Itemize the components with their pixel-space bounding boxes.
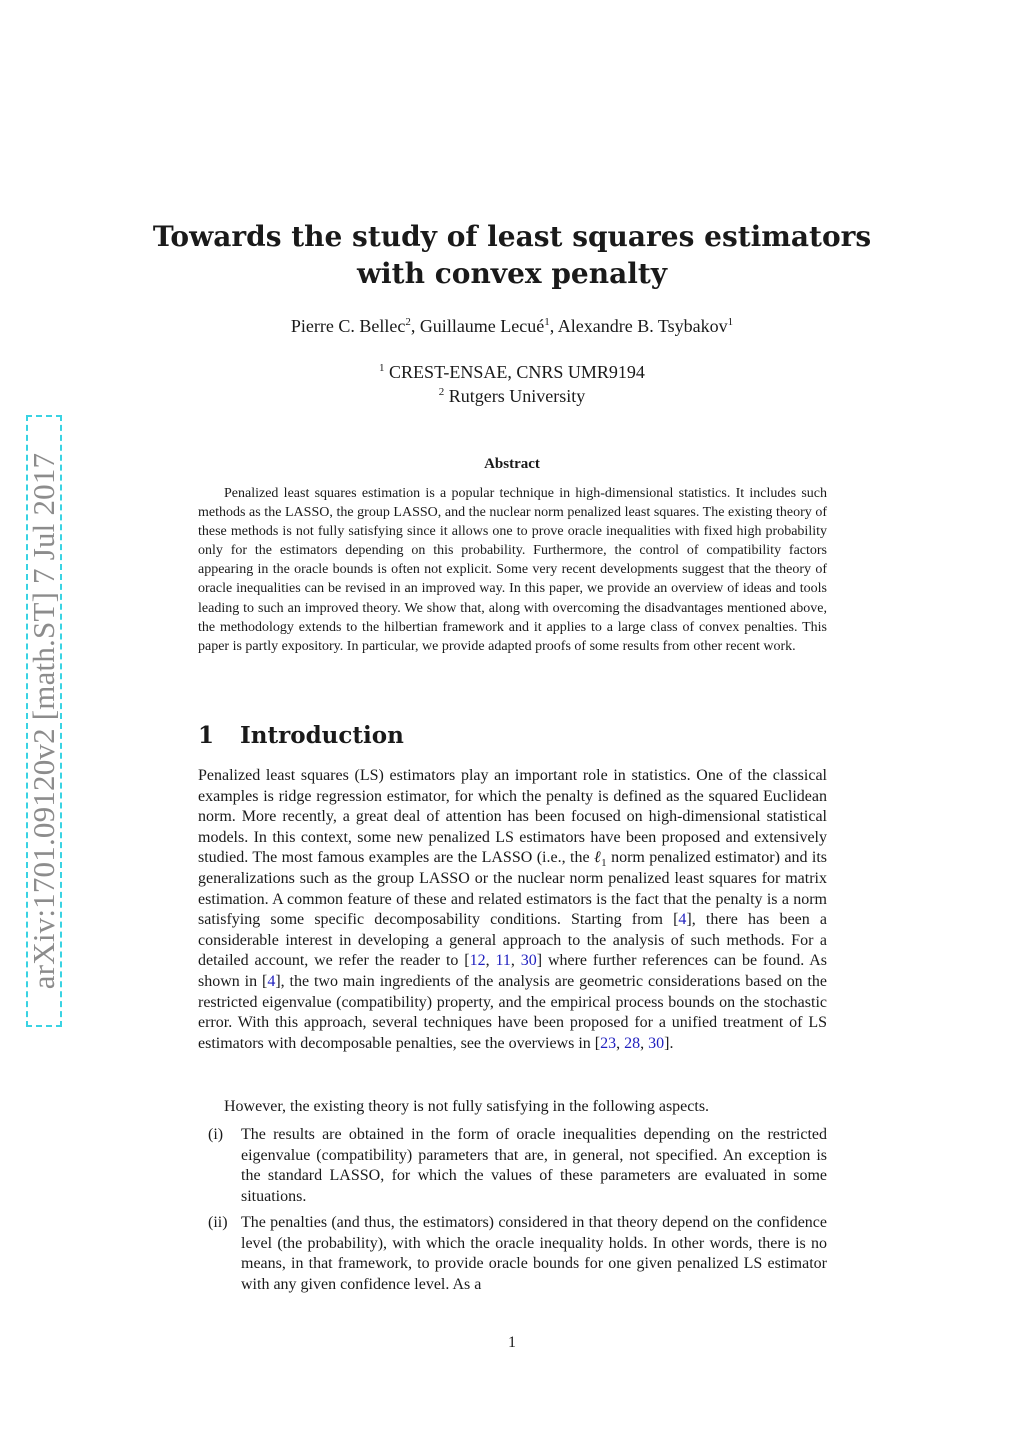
citation-link[interactable]: 4 xyxy=(267,972,276,990)
author-list: Pierre C. Bellec$^2$, Guillaume Lecué$^1$, Alexandre B. Tsybakov$^1$ xyxy=(290,316,734,336)
text-run: Penalized least squares (LS) estimators play an important role in statistics. One of the classical examples is ridge regression estimator, for which the penalty is defined as the squared Euclidean norm. More recently, a great deal of attention has been focused on high-dimensional statistical models. In this context, some new penalized LS estimators have been proposed and extensively studied. The most famous examples are the LASSO (i.e., the xyxy=(198,767,827,867)
list-item xyxy=(198,1125,827,1207)
list-item-text: The penalties (and thus, the estimators) considered in that theory depend on the confidence level (the probability), with which the oracle inequality holds. In other words, there is no means, in that framework, to provide oracle bounds for one given penalized LS estimator with any given confidence level. As a xyxy=(241,1214,827,1293)
citation-link[interactable]: 30 xyxy=(648,1034,665,1052)
section-heading xyxy=(198,722,404,749)
affiliation-text: CREST-ENSAE, CNRS UMR9194 xyxy=(389,362,645,382)
paper-title xyxy=(150,218,874,292)
page-number: 1 xyxy=(508,1334,516,1351)
text-run: . xyxy=(669,1034,674,1052)
abstract-text: Penalized least squares estimation is a popular technique in high-dimensional statistics. It includes such methods as the LASSO, the group LASSO, and the nuclear norm penalized least squares. The existing theory of these methods is not fully satisfying since it allows one to prove oracle inequalities with fixed high probability only for the estimators depending on this probability. Furthermore, the control of compatibility factors appearing in the oracle bounds is often not explicit. Some very recent developments suggest that the theory of oracle inequalities can be revised in an improved way. In this paper, we provide an overview of ideas and tools leading to such an improved theory. We show that, along with overcoming the disadvantages mentioned above, the methodology extends to the hilbertian framework and it applies to a large class of convex penalties. This paper is partly expository. In particular, we provide adapted proofs of some results from other recent work. xyxy=(198,486,827,654)
affiliation xyxy=(150,360,874,384)
author-name: Pierre C. Bellec xyxy=(290,316,406,336)
list-item-text: The results are obtained in the form of oracle inequalities depending on the restricted eigenvalue (compatibility) parameters that are, in general, not specified. An exception is the standard LASSO, for which the values of these parameters are evaluated in some situations. xyxy=(241,1126,827,1205)
list-item xyxy=(198,1213,827,1295)
affiliation-mark: 2 xyxy=(438,386,445,398)
citation-link[interactable]: 30 xyxy=(520,952,537,970)
section-title: Introduction xyxy=(240,722,404,749)
author-affil-mark: 1 xyxy=(544,316,550,328)
author-affil-mark: 1 xyxy=(727,316,734,328)
citation-link[interactable]: 28 xyxy=(624,1034,641,1052)
citation-link[interactable]: 23 xyxy=(600,1034,617,1052)
title-line-1: Towards the study of least squares estimators xyxy=(152,220,872,253)
affiliation-list xyxy=(150,360,874,408)
affiliation-mark: 1 xyxy=(379,362,385,374)
author-affil-mark: 2 xyxy=(405,316,411,328)
arxiv-identifier[interactable]: arXiv:1701.09120v2 [math.ST] 7 Jul 2017 xyxy=(26,452,61,990)
text-run: where further references can be found. As shown in xyxy=(198,952,828,990)
author-name: Alexandre B. Tsybakov xyxy=(557,316,728,336)
citation-link[interactable]: 4 xyxy=(678,911,687,929)
list-marker: (ii) xyxy=(208,1214,228,1231)
citation-link[interactable]: 11 xyxy=(495,952,511,970)
ell-symbol: ℓ xyxy=(594,849,602,867)
intro-paragraph-1: Penalized least squares (LS) estimators play an important role in statistics. One of the classical examples is ridge regression estimator, for which the penalty is defined as the squared Euclidean norm. More recently, a great deal of attention has been focused on high-dimensional statistical models. In this context, some new penalized LS estimators have been proposed and extensively studied. The most famous examples are the LASSO (i.e., the ℓ$_1$ norm penalized estimator) and its generalizations such as the group LASSO or the nuclear norm penalized least squares for matrix estimation. A common feature of these and related estimators is the fact that the penalty is a norm satisfying some specific decomposability conditions. Starting from [4], there has been a considerable interest in developing a general approach to the analysis of such methods. For a detailed account, we refer the reader to [12, 11, 30] where further references can be found. As shown in [4], the two main ingredients of the analysis are geometric considerations based on the restricted eigenvalue (compatibility) property, and the empirical process bounds on the stochastic error. With this approach, several techniques have been proposed for a unified treatment of LS estimators with decomposable penalties, see the overviews in [23, 28, 30]. xyxy=(198,767,828,1052)
text-run: , the two main ingredients of the analysis are geometric considerations based on the restricted eigenvalue (compatibility) property, and the empirical process bounds on the stochastic error. With this approach, several techniques have been proposed for a unified treatment of LS estimators with decomposable penalties, see the overviews in xyxy=(198,972,827,1052)
title-line-2: with convex penalty xyxy=(356,257,668,290)
abstract-heading: Abstract xyxy=(484,456,540,472)
arxiv-stamp xyxy=(26,415,62,1027)
list-marker: (i) xyxy=(208,1126,224,1143)
author-name: Guillaume Lecué xyxy=(419,316,545,336)
text-run: norm penalized estimator) and its generalizations such as the group LASSO or the nuclear norm penalized least squares for matrix estimation. A common feature of these and related estimators is the fact that the penalty is a norm satisfying some specific decomposability conditions. Starting from xyxy=(198,849,827,929)
affiliation xyxy=(150,384,874,408)
ell-subscript: 1 xyxy=(601,857,607,870)
section-number: 1 xyxy=(198,722,215,749)
citation-link[interactable]: 12 xyxy=(469,952,486,970)
affiliation-text: Rutgers University xyxy=(448,386,586,406)
intro-paragraph-2: However, the existing theory is not fully satisfying in the following aspects. xyxy=(224,1098,710,1115)
text-run: , there has been a considerable interest in developing a general approach to the analysis of such methods. For a detailed account, we refer the reader to xyxy=(198,911,827,970)
